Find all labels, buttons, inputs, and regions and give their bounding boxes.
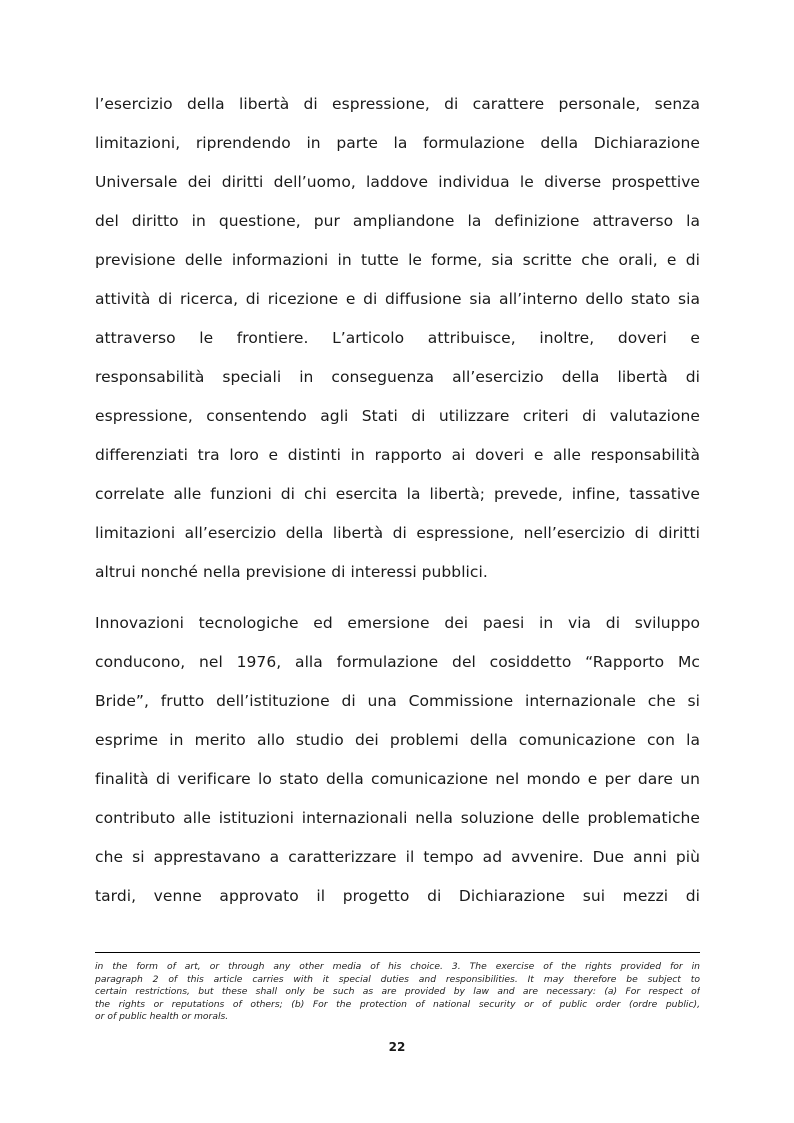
text-line: che si apprestavano a caratterizzare il tempo ad avvenire. Due anni più	[95, 848, 700, 866]
text-line: correlate alle funzioni di chi esercita la libertà; prevede, infine, tassative	[95, 485, 700, 503]
text-line: limitazioni all’esercizio della libertà di espressione, nell’esercizio di diritti	[95, 524, 700, 542]
footnote-line: the rights or reputations of others; (b) For the protection of national security or of public order (ordre public),	[95, 998, 700, 1010]
page-number: 22	[388, 1040, 406, 1054]
footnote-line: in the form of art, or through any other media of his choice. 3. The exercise of the rights provided for in	[95, 961, 700, 972]
text-line: conducono, nel 1976, alla formulazione del cosiddetto “Rapporto Mc	[95, 653, 700, 671]
text-line: responsabilità speciali in conseguenza all’esercizio della libertà di	[95, 368, 700, 386]
text-line: esprime in merito allo studio dei problemi della comunicazione con la	[95, 731, 700, 749]
text-line: del diritto in questione, pur ampliandone la definizione attraverso la	[95, 212, 700, 230]
text-line: limitazioni, riprendendo in parte la formulazione della Dichiarazione	[95, 134, 700, 152]
footnote-separator	[95, 952, 700, 953]
text-line: previsione delle informazioni in tutte le forme, sia scritte che orali, e di	[95, 251, 700, 269]
text-line: espressione, consentendo agli Stati di utilizzare criteri di valutazione	[95, 407, 700, 425]
text-line: finalità di verificare lo stato della comunicazione nel mondo e per dare un	[95, 770, 700, 788]
text-line: contributo alle istituzioni internazionali nella soluzione delle problematiche	[95, 809, 700, 827]
footnote-line: or of public health or morals.	[95, 1011, 229, 1023]
text-line: attraverso le frontiere. L’articolo attribuisce, inoltre, doveri e	[95, 329, 700, 347]
body-paragraph-2	[95, 604, 700, 916]
text-line: tardi, venne approvato il progetto di Dichiarazione sui mezzi di	[95, 887, 700, 905]
text-line: altrui nonché nella previsione di interessi pubblici.	[95, 563, 488, 581]
footnote-line: certain restrictions, but these shall only be such as are provided by law and are necessary: (a) For respect of	[95, 986, 700, 998]
text-line: Bride”, frutto dell’istituzione di una Commissione internazionale che si	[95, 692, 700, 710]
footnote	[95, 961, 700, 1024]
text-line: differenziati tra loro e distinti in rapporto ai doveri e alle responsabilità	[95, 446, 700, 464]
text-line: Universale dei diritti dell’uomo, laddove individua le diverse prospettive	[95, 173, 700, 191]
text-line: Innovazioni tecnologiche ed emersione dei paesi in via di sviluppo	[95, 614, 700, 632]
body-paragraph-1	[95, 85, 700, 592]
text-line: l’esercizio della libertà di espressione, di carattere personale, senza	[95, 95, 700, 113]
text-line: attività di ricerca, di ricezione e di diffusione sia all’interno dello stato sia	[95, 290, 700, 308]
footnote-line: paragraph 2 of this article carries with it special duties and responsibilities. It may therefore be subject to	[95, 973, 700, 985]
